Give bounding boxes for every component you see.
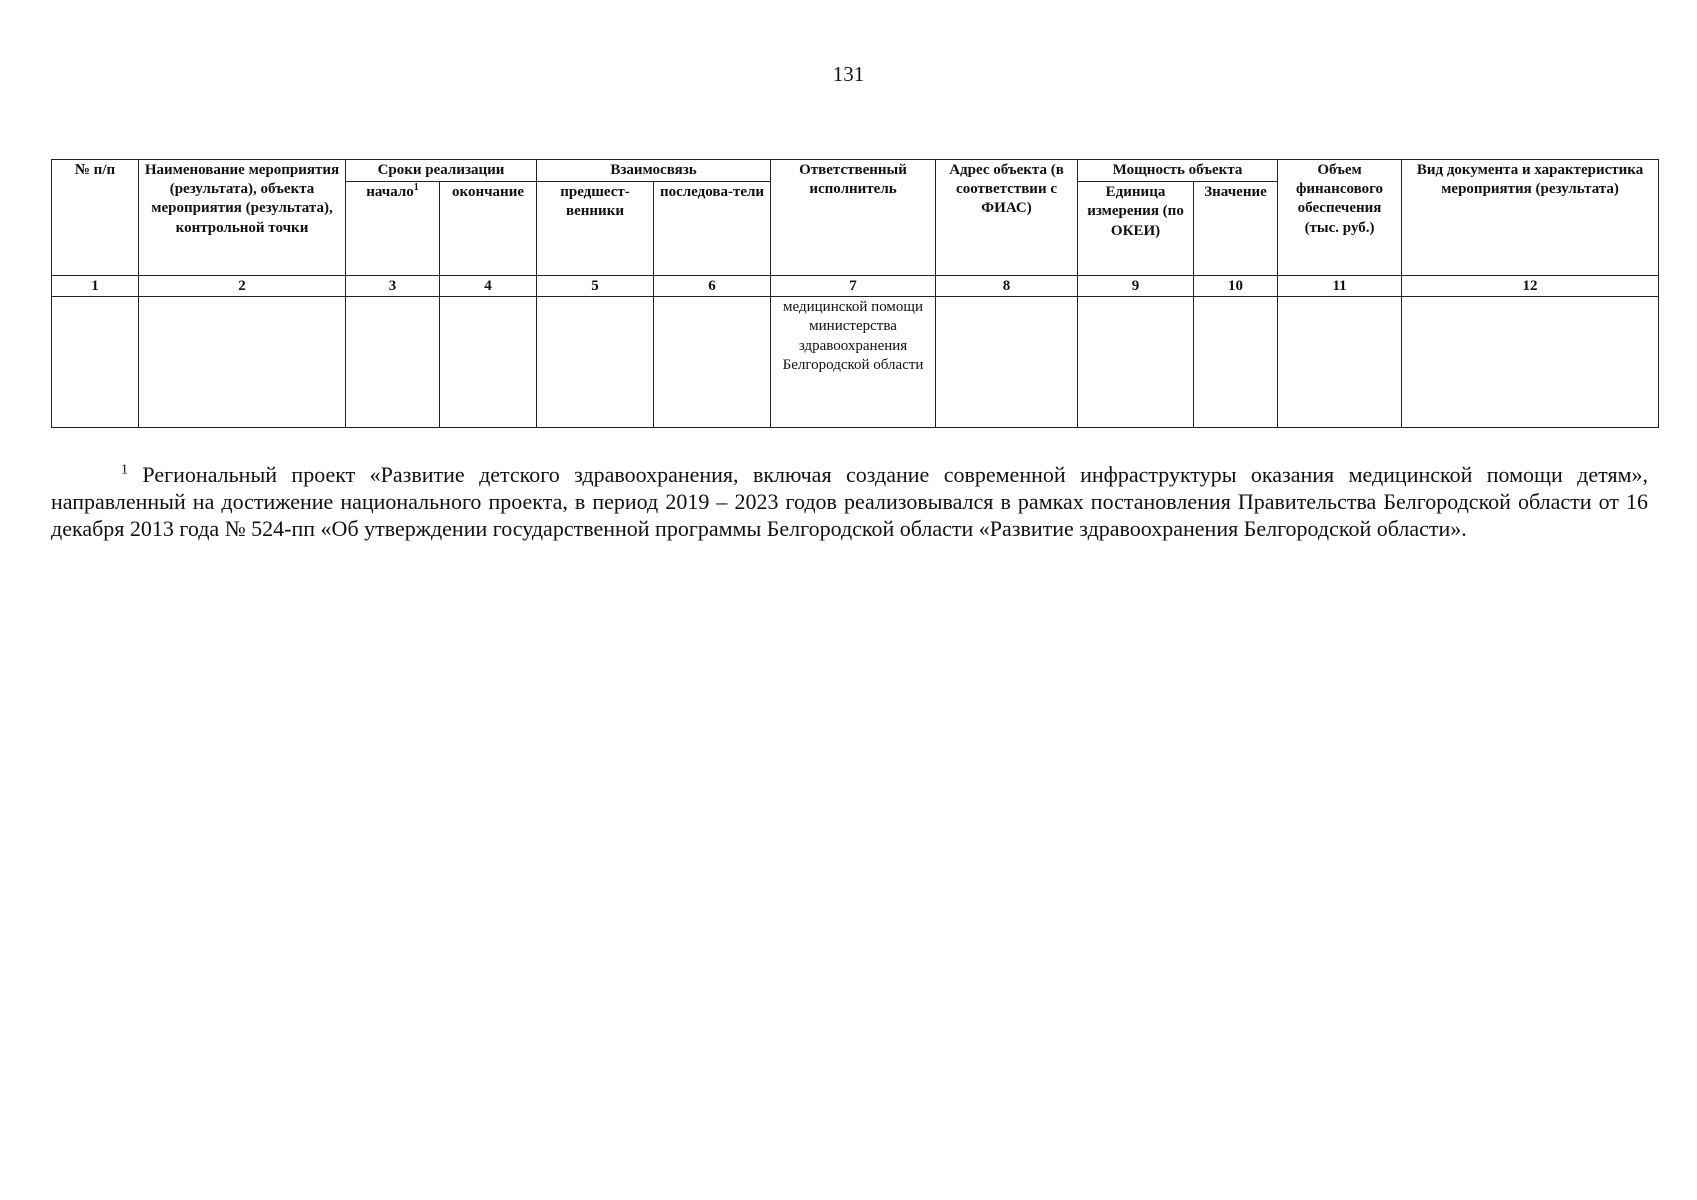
table-cell (1402, 297, 1659, 428)
table-cell (936, 297, 1078, 428)
header-predecessors: предшест-венники (537, 182, 654, 276)
column-numbers-row (52, 276, 1659, 297)
table-cell (537, 297, 654, 428)
column-number: 12 (1402, 276, 1659, 297)
column-number: 4 (440, 276, 537, 297)
header-end: окончание (440, 182, 537, 276)
table-cell (1194, 297, 1278, 428)
table-cell (52, 297, 139, 428)
table-cell (654, 297, 771, 428)
column-number: 5 (537, 276, 654, 297)
column-number: 7 (771, 276, 936, 297)
column-number: 6 (654, 276, 771, 297)
header-group-links: Взаимосвязь (537, 160, 771, 182)
header-responsible: Ответственный исполнитель (771, 160, 936, 276)
table-cell (346, 297, 440, 428)
header-start-label: начало (366, 184, 414, 201)
table-cell (1078, 297, 1194, 428)
footnote-marker: 1 (121, 462, 128, 478)
table-row (52, 297, 1659, 428)
header-number: № п/п (52, 160, 139, 276)
activities-table (51, 159, 1659, 428)
footnote-ref: 1 (413, 182, 419, 194)
header-row-1 (52, 160, 1659, 182)
header-value: Значение (1194, 182, 1278, 276)
header-funding: Объем финансового обеспечения (тыс. руб.) (1278, 160, 1402, 276)
table-cell (1278, 297, 1402, 428)
header-document: Вид документа и характеристика мероприятия (результата) (1402, 160, 1659, 276)
header-unit: Единица измерения (по ОКЕИ) (1078, 182, 1194, 276)
column-number: 8 (936, 276, 1078, 297)
table-cell-responsible: медицинской помощи министерства здравоохранения Белгородской области (771, 297, 936, 428)
header-successors: последова-тели (654, 182, 771, 276)
header-address: Адрес объекта (в соответствии с ФИАС) (936, 160, 1078, 276)
column-number: 2 (139, 276, 346, 297)
footnote-text: Региональный проект «Развитие детского здравоохранения, включая создание современной инфраструктуры оказания медицинской помощи детям», направленный на достижение национального проекта, в период 2019 – 2023 годов реализовывался в рамках постановления Правительства Белгородской области от 16 декабря 2013 года № 524-пп «Об утверждении государственной программы Белгородской области «Развитие здравоохранения Белгородской области». (51, 462, 1649, 541)
column-number: 1 (52, 276, 139, 297)
column-number: 3 (346, 276, 440, 297)
column-number: 11 (1278, 276, 1402, 297)
footnote (51, 462, 1648, 542)
header-group-power: Мощность объекта (1078, 160, 1278, 182)
column-number: 9 (1078, 276, 1194, 297)
page-number: 131 (832, 62, 865, 86)
table-cell (139, 297, 346, 428)
table-cell (440, 297, 537, 428)
header-name: Наименование мероприятия (результата), объекта мероприятия (результата), контрольной точки (139, 160, 346, 276)
header-group-terms: Сроки реализации (346, 160, 537, 182)
column-number: 10 (1194, 276, 1278, 297)
header-start (346, 182, 440, 276)
